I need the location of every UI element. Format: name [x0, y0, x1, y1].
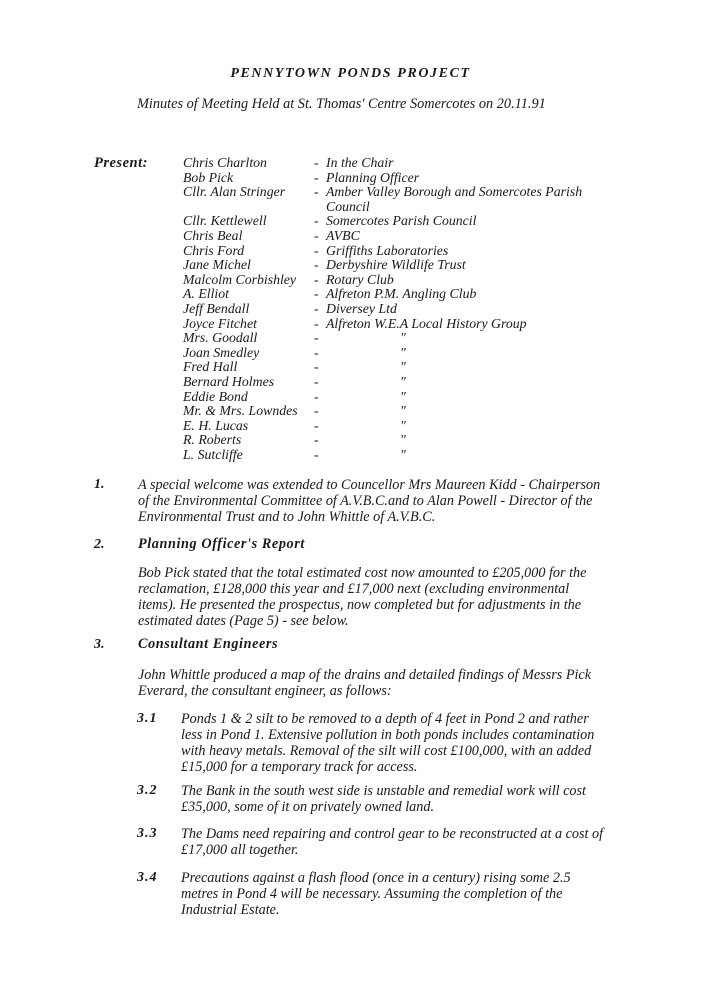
attendee-role: Rotary Club — [326, 271, 394, 287]
attendee-row — [183, 258, 613, 273]
attendee-row — [183, 317, 613, 332]
attendee-dash: - — [314, 315, 319, 331]
attendee-name: Mr. & Mrs. Lowndes — [183, 403, 298, 419]
attendee-row — [183, 244, 613, 259]
attendee-name: Chris Charlton — [183, 155, 267, 170]
attendee-row — [183, 375, 613, 390]
ditto-mark: " — [400, 344, 406, 360]
attendee-name: Joan Smedley — [183, 344, 260, 360]
attendee-dash: - — [314, 300, 319, 316]
attendee-role: Alfreton W.E.A Local History Group — [326, 315, 527, 331]
attendee-dash: - — [314, 286, 319, 302]
item-3-text: John Whittle produced a map of the drains and detailed findings of Messrs Pick Everard, the consultant engineer, as follows: — [138, 667, 592, 699]
item-1-text: A special welcome was extended to Councellor Mrs Maureen Kidd - Chairperson of the Environmental Committee of A.V.B.C.and to Alan Powell - Director of the Environmental Trust and to John Whittle of A.V.B.C. — [138, 477, 601, 525]
attendee-name: Bernard Holmes — [183, 373, 275, 389]
attendee-dash: - — [314, 227, 319, 243]
attendee-row — [183, 229, 613, 244]
meeting-subtitle: Minutes of Meeting Held at St. Thomas' Centre Somercotes on 20.11.91 — [137, 96, 546, 112]
attendee-role: Alfreton P.M. Angling Club — [326, 286, 477, 302]
subitem-3-2-text: The Bank in the south west side is unstable and remedial work will cost £35,000, some of it on privately owned land. — [181, 783, 586, 815]
attendee-list — [183, 156, 613, 462]
item-3-heading: Consultant Engineers — [138, 636, 279, 652]
attendee-role: Planning Officer — [326, 169, 420, 185]
attendee-name: Joyce Fitchet — [183, 315, 257, 331]
attendee-name: Fred Hall — [183, 359, 238, 375]
attendee-name: Mrs. Goodall — [183, 330, 258, 346]
attendee-row — [183, 346, 613, 361]
attendee-name: A. Elliot — [183, 286, 229, 302]
attendee-dash: - — [314, 359, 319, 375]
item-3-number: 3. — [94, 637, 105, 652]
attendee-dash: - — [314, 271, 319, 287]
subitem-3-3-text: The Dams need repairing and control gear to be reconstructed at a cost of £17,000 all together. — [181, 826, 604, 858]
attendee-name: L. Sutcliffe — [183, 446, 243, 462]
attendee-row — [183, 404, 613, 419]
attendee-row — [183, 156, 613, 171]
subitem-3-1-text: Ponds 1 & 2 silt to be removed to a depth of 4 feet in Pond 2 and rather less in Pond 1. Extensive pollution in both ponds includes contamination with heavy metals. Removal of the silt will cost £100,000, with an added £15,000 for a temporary track for access. — [181, 711, 595, 775]
attendee-name: R. Roberts — [183, 432, 242, 448]
attendee-name: Jeff Bendall — [183, 300, 250, 316]
ditto-mark: " — [400, 446, 406, 462]
attendee-name: Chris Beal — [183, 227, 243, 243]
attendee-role: Somercotes Parish Council — [326, 213, 477, 229]
attendee-dash: - — [314, 330, 319, 346]
attendee-row — [183, 287, 613, 302]
attendee-dash: - — [314, 169, 319, 185]
attendee-dash: - — [314, 388, 319, 404]
subitem-3-2-number: 3.2 — [137, 783, 158, 798]
attendee-row — [183, 185, 613, 214]
item-2-text: Bob Pick stated that the total estimated cost now amounted to £205,000 for the reclamation, £128,000 this year and £17,000 next (excluding environmental items). He presented the prospectus, now completed but for adjustments in the estimated dates (Page 5) - see below. — [138, 565, 587, 629]
attendee-row — [183, 360, 613, 375]
attendee-dash: - — [314, 432, 319, 448]
attendee-row — [183, 214, 613, 229]
subitem-3-4-number: 3.4 — [137, 870, 158, 885]
attendee-name: Cllr. Alan Stringer — [183, 184, 286, 200]
attendee-dash: - — [314, 403, 319, 419]
attendee-dash: - — [314, 242, 319, 258]
attendee-name: Bob Pick — [183, 169, 234, 185]
attendee-dash: - — [314, 344, 319, 360]
ditto-mark: " — [400, 432, 406, 448]
ditto-mark: " — [400, 417, 406, 433]
item-1-number: 1. — [94, 477, 105, 492]
attendee-row — [183, 390, 613, 405]
item-2-number: 2. — [94, 537, 105, 552]
attendee-row — [183, 433, 613, 448]
subitem-3-1-number: 3.1 — [137, 711, 158, 726]
item-2-heading: Planning Officer's Report — [138, 536, 305, 552]
attendee-role: In the Chair — [326, 155, 394, 170]
attendee-name: Chris Ford — [183, 242, 245, 258]
attendee-dash: - — [314, 213, 319, 229]
attendee-name: Malcolm Corbishley — [183, 271, 297, 287]
attendee-dash: - — [314, 155, 319, 170]
attendee-role: Diversey Ltd — [326, 300, 397, 316]
attendee-dash: - — [314, 257, 319, 273]
subitem-3-4-text: Precautions against a flash flood (once in a century) rising some 2.5 metres in Pond 4 will be necessary. Assuming the completion of the Industrial Estate. — [181, 870, 571, 918]
present-label: Present: — [94, 155, 148, 171]
attendee-row — [183, 448, 613, 463]
attendee-role: Amber Valley Borough and Somercotes Parish Council — [326, 184, 583, 214]
attendee-name: Jane Michel — [183, 257, 251, 273]
subitem-3-3-number: 3.3 — [137, 826, 158, 841]
attendee-row — [183, 419, 613, 434]
attendee-name: E. H. Lucas — [183, 417, 249, 433]
attendee-role: AVBC — [326, 227, 360, 243]
attendee-row — [183, 171, 613, 186]
attendee-dash: - — [314, 446, 319, 462]
ditto-mark: " — [400, 330, 406, 346]
attendee-row — [183, 273, 613, 288]
ditto-mark: " — [400, 388, 406, 404]
attendee-name: Eddie Bond — [183, 388, 248, 404]
attendee-dash: - — [314, 184, 319, 200]
attendee-role: Derbyshire Wildlife Trust — [326, 257, 466, 273]
attendee-name: Cllr. Kettlewell — [183, 213, 267, 229]
ditto-mark: " — [400, 373, 406, 389]
ditto-mark: " — [400, 359, 406, 375]
document-title: PENNYTOWN PONDS PROJECT — [230, 66, 471, 81]
attendee-role: Griffiths Laboratories — [326, 242, 449, 258]
ditto-mark: " — [400, 403, 406, 419]
attendee-row — [183, 331, 613, 346]
attendee-row — [183, 302, 613, 317]
attendee-dash: - — [314, 417, 319, 433]
attendee-dash: - — [314, 373, 319, 389]
